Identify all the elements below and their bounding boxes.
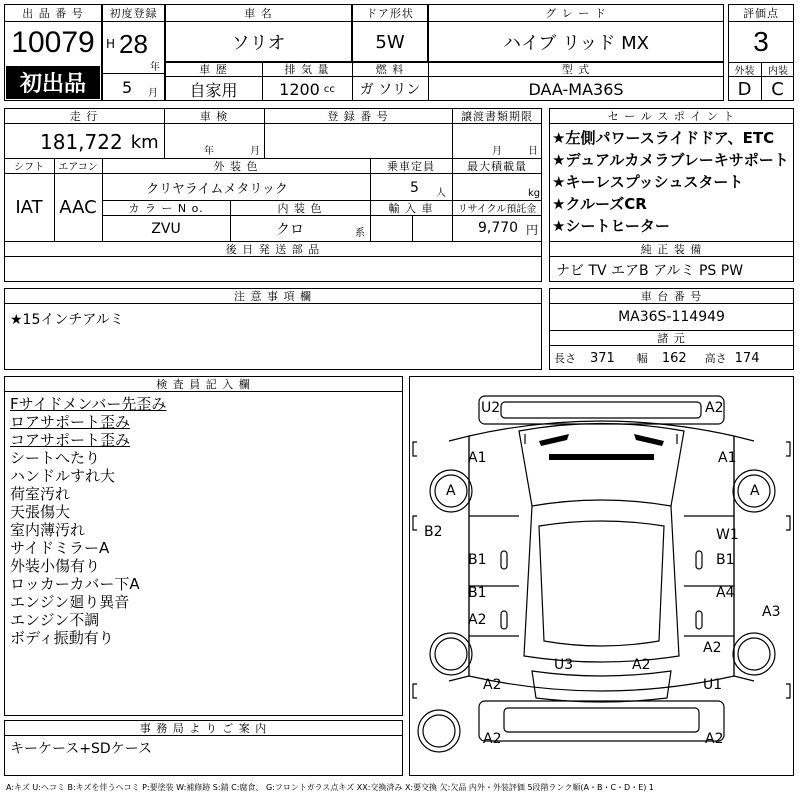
mileage-number: 181,722 <box>40 130 123 154</box>
first-reg-year: 28 <box>119 28 148 59</box>
fuel-header: 燃 料 <box>352 62 428 77</box>
displacement-unit: cc <box>323 83 335 95</box>
int-rating-value: C <box>771 78 784 100</box>
chassis-value: MA36S-114949 <box>618 309 725 325</box>
damage-label: B1 <box>468 552 487 568</box>
import-header: 輸 入 車 <box>370 200 452 216</box>
inspector-item: シートへたり <box>10 449 101 467</box>
reg-no-header: 登 録 番 号 <box>264 108 452 124</box>
damage-label: B1 <box>468 585 487 601</box>
ext-color-header: 外 装 色 <box>102 158 370 174</box>
damage-label: W1 <box>716 527 739 543</box>
int-color-value: クロ <box>276 221 304 238</box>
transfer-month-unit: 月 <box>492 145 502 156</box>
mileage-unit: km <box>130 131 159 153</box>
inspector-item: ロアサポート歪み <box>10 413 131 431</box>
first-reg-year-unit: 年 <box>150 61 160 72</box>
inspector-item: Fサイドメンバー先歪み <box>10 395 167 413</box>
rating-value: 3 <box>753 26 769 57</box>
inspector-item: 天張傷大 <box>10 503 71 521</box>
capacity-value: 5 <box>410 180 419 196</box>
transfer-header: 譲渡書類期限 <box>452 108 542 124</box>
door-value: 5W <box>375 31 405 53</box>
sales-point: ★シートヒーター <box>552 217 670 235</box>
int-color-unit: 系 <box>355 227 365 238</box>
capacity-unit: 人 <box>436 187 446 198</box>
width-value: 162 <box>661 350 687 366</box>
displacement-number: 1200 <box>279 79 320 99</box>
damage-label: B1 <box>716 552 735 568</box>
legend: A:キズ U:ヘコミ B:キズを伴うヘコミ P:要塗装 W:補修跡 S:錆 C:腐食、 G:フロントガラス点キズ XX:交換済み X:要交換 欠:欠品 内外・外装評価 5段階ランク順(A・B・C・D・E) 1 <box>6 782 655 792</box>
damage-label: U2 <box>481 400 501 416</box>
recycle-unit: 円 <box>526 222 539 237</box>
inspector-item: ボディ振動有り <box>10 629 114 647</box>
first-reg-era: H <box>106 37 116 51</box>
damage-label: A2 <box>705 400 724 416</box>
mileage-value <box>40 126 159 158</box>
inspector-list <box>10 395 400 647</box>
recycle-value: 9,770 <box>478 220 519 236</box>
inspector-item: 外装小傷有り <box>10 557 101 575</box>
damage-label: U1 <box>703 677 723 693</box>
damage-label: A1 <box>718 450 737 466</box>
sales-point: ★デュアルカメラブレーキサポート <box>552 151 789 169</box>
aircon-value: AAC <box>59 197 97 218</box>
transfer-day-unit: 日 <box>528 145 538 156</box>
damage-label: A2 <box>468 612 487 628</box>
model-value: DAA-MA36S <box>528 79 624 99</box>
first-reg-month-unit: 月 <box>148 87 158 98</box>
sales-points-list <box>552 127 794 237</box>
car-diagram <box>409 376 794 776</box>
first-listing-badge: 初出品 <box>6 66 100 99</box>
model-header: 型 式 <box>428 62 724 77</box>
damage-label: A <box>750 483 760 499</box>
dims-row <box>554 348 792 368</box>
load-unit: kg <box>528 187 541 199</box>
recycle-header: リサイクル預託金 <box>452 200 542 216</box>
width-label: 幅 <box>636 352 648 365</box>
damage-label: U3 <box>554 657 574 673</box>
damage-label: A2 <box>705 731 724 747</box>
length-label: 長さ <box>554 352 576 365</box>
inspection-month-unit: 月 <box>250 145 260 156</box>
inspector-item: サイドミラーA <box>10 539 110 557</box>
inspector-item: ハンドルすれ大 <box>10 467 116 485</box>
capacity-header: 乗車定員 <box>370 158 452 174</box>
shift-header: シフト <box>4 158 54 174</box>
damage-label: A1 <box>468 450 487 466</box>
displacement-value <box>262 77 352 101</box>
mileage-header: 走 行 <box>4 108 164 124</box>
damage-label: A2 <box>703 640 722 656</box>
inspector-item: ロッカーカバー下A <box>10 575 140 593</box>
damage-label: B2 <box>424 524 443 540</box>
dims-header: 諸 元 <box>549 330 794 346</box>
load-header: 最大積載量 <box>452 158 542 174</box>
first-reg-month: 5 <box>122 77 133 97</box>
first-reg-header: 初度登録 <box>102 4 165 22</box>
damage-label: A2 <box>483 731 502 747</box>
ext-rating-header: 外装 <box>728 62 761 77</box>
fuel-value: ガ ソリン <box>359 82 421 98</box>
rating-header: 評価点 <box>728 4 794 22</box>
sales-point: ★キーレスプッシュスタート <box>552 173 744 191</box>
later-parts-header: 後 日 発 送 部 品 <box>4 241 542 257</box>
lot-number: 10079 <box>11 26 95 59</box>
int-rating-header: 内装 <box>761 62 794 77</box>
inspector-item: コアサポート歪み <box>10 431 131 449</box>
inspector-item: エンジン不調 <box>10 611 100 629</box>
equipment-value: ナビ TV エアB アルミ PS PW <box>556 263 744 279</box>
grade-value: ハイブ リッド MX <box>502 33 650 54</box>
car-name-header: 車 名 <box>165 4 352 22</box>
office-header: 事 務 局 よ り ご 案 内 <box>4 720 403 736</box>
equipment-header: 純 正 装 備 <box>549 241 794 257</box>
lot-header: 出 品 番 号 <box>4 4 102 22</box>
color-no-header: カ ラ ー N o. <box>102 200 230 216</box>
sales-point: ★クルーズCR <box>552 195 647 213</box>
grade-header: グ レ ー ド <box>428 4 724 22</box>
displacement-header: 排 気 量 <box>262 62 352 77</box>
color-no-value: ZVU <box>151 220 181 237</box>
damage-label: A2 <box>483 677 502 693</box>
sales-points-header: セ ー ル ス ポ イ ン ト <box>549 108 794 124</box>
length-value: 371 <box>590 350 615 366</box>
history-value: 自家用 <box>189 80 238 100</box>
inspector-header: 検 査 員 記 入 欄 <box>4 376 403 392</box>
damage-label: A2 <box>632 657 651 673</box>
history-header: 車 歴 <box>165 62 262 77</box>
height-label: 高さ <box>704 352 727 365</box>
height-value: 174 <box>734 350 760 366</box>
damage-label: A4 <box>716 585 735 601</box>
inspector-item: 室内薄汚れ <box>10 521 86 539</box>
ext-color-value: クリヤライムメタリック <box>146 181 288 197</box>
office-value: キーケース+SDケース <box>10 741 152 757</box>
shift-value: IAT <box>15 197 43 218</box>
car-name-value: ソリオ <box>231 33 286 54</box>
sales-point: ★左側パワースライドドア、ETC <box>552 129 775 147</box>
notes-header: 注 意 事 項 欄 <box>4 288 542 304</box>
inspection-year-unit: 年 <box>204 145 214 156</box>
ext-rating-value: D <box>737 78 752 100</box>
notes-value: ★15インチアルミ <box>10 312 124 328</box>
inspection-header: 車 検 <box>164 108 264 124</box>
chassis-header: 車 台 番 号 <box>549 288 794 304</box>
damage-label: A <box>446 483 456 499</box>
damage-label: A3 <box>762 604 781 620</box>
door-header: ドア形状 <box>352 4 428 22</box>
int-color-header: 内 装 色 <box>230 200 370 216</box>
inspector-item: エンジン廻り異音 <box>10 593 130 611</box>
aircon-header: エアコン <box>54 158 102 174</box>
inspector-item: 荷室汚れ <box>10 485 71 503</box>
